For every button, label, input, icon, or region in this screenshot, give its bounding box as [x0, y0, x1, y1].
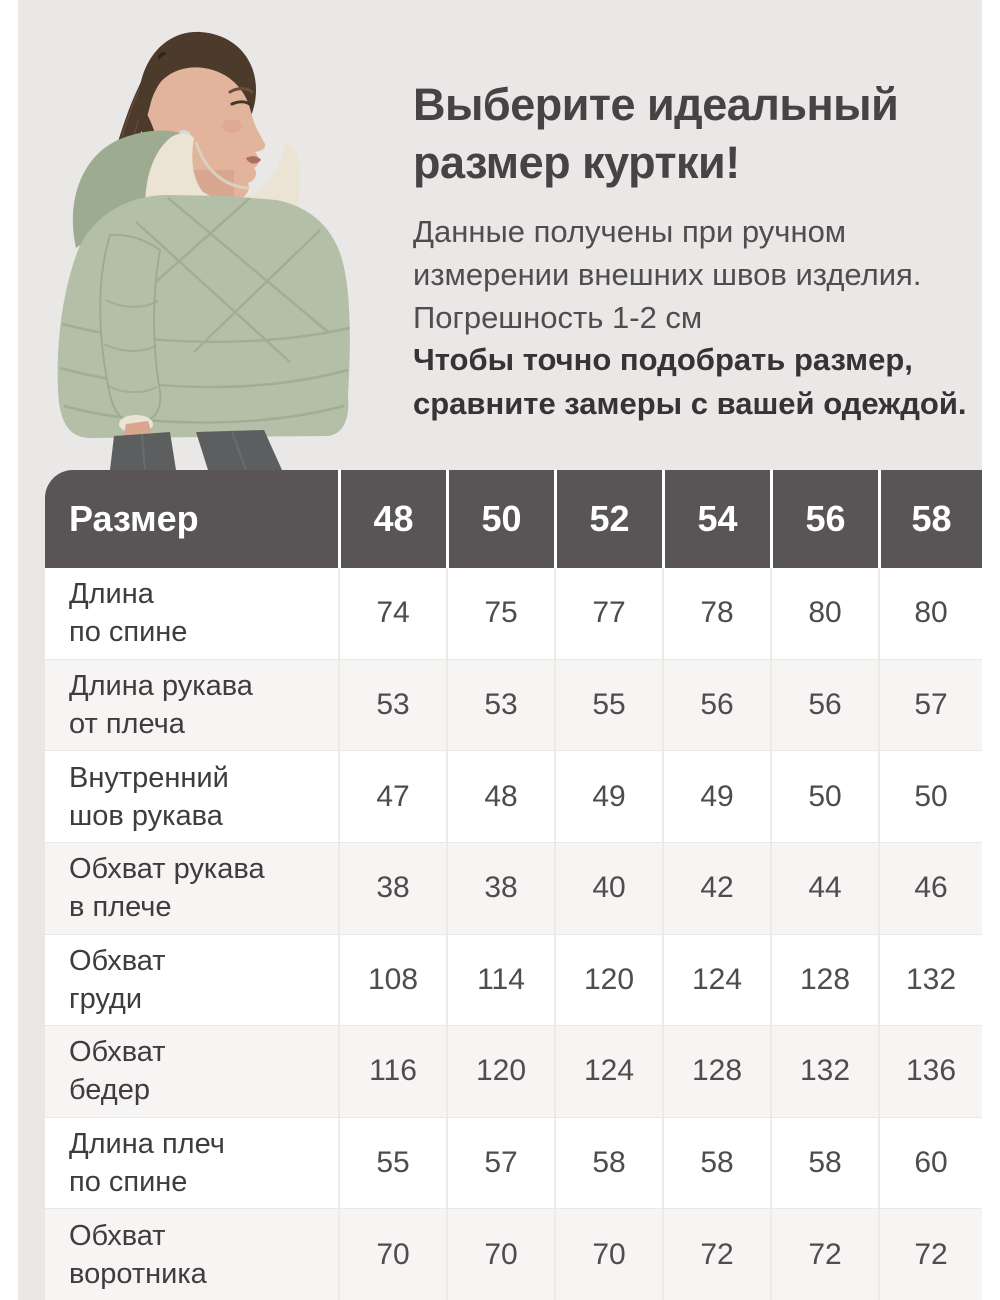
- cell-value: 132: [878, 935, 982, 1026]
- cell-value: 48: [446, 751, 554, 842]
- cell-value: 55: [338, 1118, 446, 1209]
- cell-value: 55: [554, 660, 662, 751]
- cell-value: 57: [446, 1118, 554, 1209]
- cell-value: 72: [662, 1209, 770, 1300]
- table-row: [45, 1025, 982, 1117]
- cell-value: 58: [554, 1118, 662, 1209]
- cell-value: 120: [554, 935, 662, 1026]
- cell-value: 132: [770, 1026, 878, 1117]
- cell-value: 46: [878, 843, 982, 934]
- table-row: [45, 934, 982, 1026]
- row-label: Обхват груди: [69, 944, 166, 1015]
- cell-value: 57: [878, 660, 982, 751]
- size-column-title: Размер: [69, 498, 199, 539]
- size-header-cell: 58: [878, 470, 982, 568]
- note-line: сравните замеры с вашей одеждой.: [413, 386, 967, 421]
- cell-value: 40: [554, 843, 662, 934]
- description-line: измерении внешних швов изделия.: [413, 257, 922, 292]
- row-label: Внутренний шов рукава: [69, 761, 229, 832]
- size-header-cell: 56: [770, 470, 878, 568]
- cell-value: 42: [662, 843, 770, 934]
- cell-value: 38: [446, 843, 554, 934]
- size-table-body: [45, 568, 982, 1300]
- cell-value: 128: [662, 1026, 770, 1117]
- cell-value: 136: [878, 1026, 982, 1117]
- cell-value: 47: [338, 751, 446, 842]
- table-row: [45, 842, 982, 934]
- cell-value: 49: [554, 751, 662, 842]
- page-title: [413, 76, 988, 192]
- table-row: [45, 568, 982, 659]
- size-header-cell: 48: [338, 470, 446, 568]
- cell-value: 50: [770, 751, 878, 842]
- sizing-advice-note: [413, 338, 988, 426]
- table-row: [45, 659, 982, 751]
- title-line: размер куртки!: [413, 137, 740, 188]
- row-label: Обхват бедер: [69, 1036, 166, 1107]
- cheek-blush: [222, 119, 242, 133]
- size-table: [45, 470, 982, 1300]
- cell-value: 58: [770, 1118, 878, 1209]
- description-line: Погрешность 1-2 см: [413, 300, 703, 335]
- measurement-description: [413, 210, 988, 339]
- row-label: Длина плеч по спине: [69, 1128, 225, 1199]
- cell-value: 70: [446, 1209, 554, 1300]
- table-row: [45, 750, 982, 842]
- cell-value: 78: [662, 568, 770, 659]
- cell-value: 70: [554, 1209, 662, 1300]
- cell-value: 124: [662, 935, 770, 1026]
- cell-value: 50: [878, 751, 982, 842]
- row-label: Обхват рукава в плече: [69, 853, 265, 924]
- cell-value: 53: [338, 660, 446, 751]
- cell-value: 75: [446, 568, 554, 659]
- title-line: Выберите идеальный: [413, 79, 899, 130]
- cell-value: 77: [554, 568, 662, 659]
- cell-value: 38: [338, 843, 446, 934]
- cell-value: 80: [878, 568, 982, 659]
- cell-value: 114: [446, 935, 554, 1026]
- row-label: Длина рукава от плеча: [69, 669, 253, 740]
- note-line: Чтобы точно подобрать размер,: [413, 342, 913, 377]
- table-row: [45, 1208, 982, 1300]
- jacket-sleeve: [100, 235, 160, 422]
- cell-value: 58: [662, 1118, 770, 1209]
- cell-value: 53: [446, 660, 554, 751]
- row-label: Обхват воротника: [69, 1219, 207, 1290]
- cell-value: 108: [338, 935, 446, 1026]
- row-label: Длина по спине: [69, 578, 188, 649]
- cell-value: 60: [878, 1118, 982, 1209]
- cell-value: 120: [446, 1026, 554, 1117]
- model-photo: [18, 0, 418, 470]
- cell-value: 56: [770, 660, 878, 751]
- cell-value: 128: [770, 935, 878, 1026]
- size-header-cell: 54: [662, 470, 770, 568]
- size-header-cell: 50: [446, 470, 554, 568]
- cell-value: 124: [554, 1026, 662, 1117]
- size-table-header: [45, 470, 982, 568]
- cell-value: 116: [338, 1026, 446, 1117]
- cell-value: 70: [338, 1209, 446, 1300]
- description-line: Данные получены при ручном: [413, 214, 847, 249]
- cell-value: 80: [770, 568, 878, 659]
- model-illustration: [18, 0, 418, 470]
- size-header-cell: 52: [554, 470, 662, 568]
- cell-value: 72: [878, 1209, 982, 1300]
- cell-value: 49: [662, 751, 770, 842]
- cell-value: 44: [770, 843, 878, 934]
- cell-value: 72: [770, 1209, 878, 1300]
- cell-value: 56: [662, 660, 770, 751]
- table-row: [45, 1117, 982, 1209]
- cell-value: 74: [338, 568, 446, 659]
